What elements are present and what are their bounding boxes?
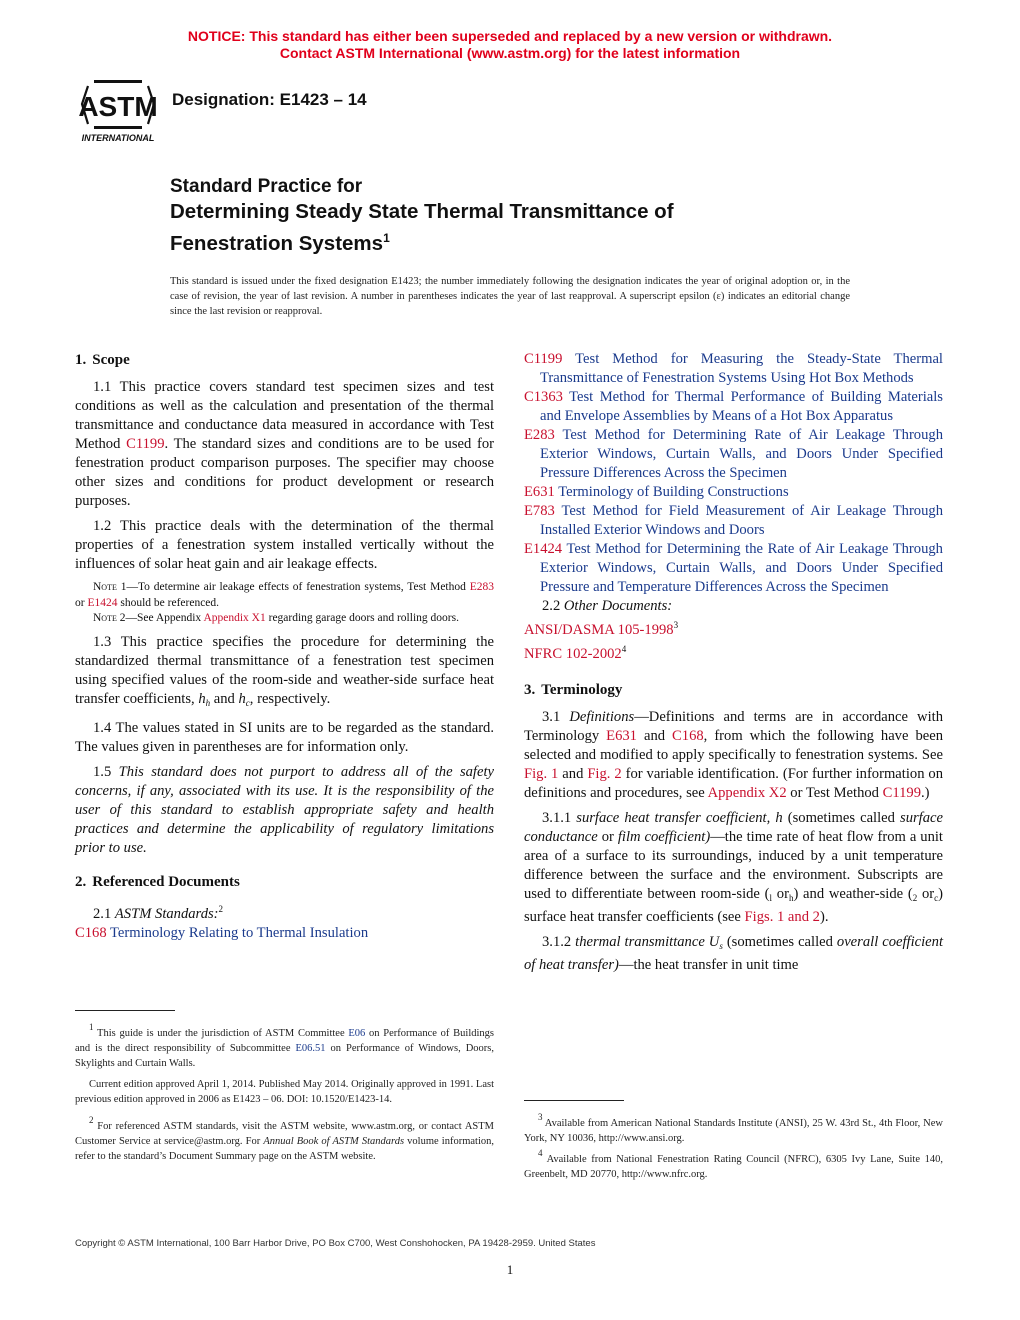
text: ) surface heat transfer coefficients (see	[524, 886, 943, 925]
notice-line-1: NOTICE: This standard has either been superseded and replaced by a new version or withdrawn.	[187, 28, 833, 44]
subscript: c	[245, 697, 250, 708]
text: —See Appendix	[125, 612, 204, 624]
link-e631[interactable]: E631	[606, 728, 637, 744]
footnote-rule	[524, 1100, 624, 1101]
text: or Test Method	[786, 785, 883, 801]
reference-item[interactable]	[524, 483, 943, 502]
text: 2.1	[93, 905, 115, 922]
text: and	[636, 728, 673, 744]
link-c1199[interactable]: C1199	[882, 785, 922, 801]
footnote-1	[75, 1020, 494, 1071]
link-fig-2[interactable]: Fig. 2	[587, 766, 622, 782]
astm-logo	[74, 74, 162, 144]
footnote-mark: 3	[673, 620, 679, 630]
note-label: Note 1	[93, 581, 127, 593]
paragraph-2-1	[75, 900, 494, 924]
text: ).	[819, 909, 829, 925]
reference-item[interactable]	[524, 540, 943, 597]
withdrawal-notice	[0, 28, 1020, 62]
heading-text: Scope	[92, 352, 130, 368]
link-figs-1-2[interactable]: Figs. 1 and 2	[744, 909, 820, 925]
paragraph-1-4: 1.4 The values stated in SI units are to be regarded as the standard. The values given in parentheses are for information only.	[75, 719, 494, 755]
reference-code[interactable]: C168	[75, 924, 107, 941]
subscript: 2	[912, 893, 918, 903]
logo-letters: ASTM	[78, 91, 158, 122]
term: thermal transmittance U	[575, 934, 720, 950]
section-heading-scope	[75, 350, 494, 370]
reference-item[interactable]	[524, 640, 943, 664]
reference-item[interactable]	[524, 616, 943, 640]
reference-title[interactable]: Test Method for Thermal Performance of Building Materials and Envelope Assemblies by Means of a Hot Box Apparatus	[540, 389, 943, 424]
title-line-1: Standard Practice for	[170, 176, 363, 197]
reference-title[interactable]: Terminology of Building Constructions	[558, 484, 789, 500]
text: , from which the following have been selected and modified to apply specifically to fenestration systems. See	[524, 728, 943, 763]
text: and	[210, 690, 239, 707]
paragraph-1-5	[75, 763, 494, 858]
text: volume information, refer to the standard’s Document Summary page on the ASTM website.	[75, 1136, 494, 1162]
link-fig-1[interactable]: Fig. 1	[524, 766, 559, 782]
copyright: Copyright © ASTM International, 100 Barr Harbor Drive, PO Box C700, West Conshohocken, PA 19428-2959. United States	[75, 1238, 596, 1249]
link-appendix-x2[interactable]: Appendix X2	[707, 785, 787, 801]
term-alt: surface conductance	[524, 810, 943, 845]
link-e283[interactable]: E283	[469, 581, 494, 593]
note-1	[75, 580, 494, 611]
note-label: Note 2	[93, 612, 126, 624]
issuance-statement: This standard is issued under the fixed designation E1423; the number immediately following the designation indicates the year of original adoption or, in the case of revision, the year of last revision. A number in parentheses indicates the year of last reapproval. A superscript epsilon (ε) indicates an editorial change since the last revision or reapproval.	[170, 276, 850, 317]
footnote-3	[524, 1110, 943, 1146]
text: .)	[921, 785, 930, 801]
footnote-mark: 4	[621, 644, 627, 654]
footnotes-right	[524, 1110, 943, 1188]
subscript: s	[719, 941, 723, 951]
text: 2.2	[542, 598, 564, 614]
link-e1424[interactable]: E1424	[87, 596, 118, 609]
symbol: h	[198, 690, 206, 707]
safety-statement: This standard does not purport to address all of the safety concerns, if any, associated with its use. It is the responsibility of the user of this standard to establish appropriate safety and health practices and determine the applicability of regulatory limitations prior to use.	[75, 763, 494, 856]
text: or	[917, 886, 935, 902]
page-number: 1	[506, 1262, 514, 1277]
reference-code[interactable]: E283	[524, 427, 555, 443]
text: —To determine air leakage effects of fenestration systems, Test Method	[126, 581, 470, 593]
paragraph-1-1	[75, 378, 494, 511]
text: 1.1 This practice covers standard test specimen sizes and test conditions as well as the calculation and presentation of the thermal transmittance and conductance data measured in accordance with Test Method	[75, 379, 494, 452]
reference-code[interactable]: E631	[524, 484, 555, 500]
term-alt: film coefficient)	[617, 829, 711, 845]
reference-item[interactable]	[524, 502, 943, 540]
footnote-1-edition: Current edition approved April 1, 2014. Published May 2014. Originally approved in 1991. Last previous edition approved in 2006 as E1423 – 06. DOI: 10.1520/E1423-14.	[75, 1079, 494, 1105]
text: This guide is under the jurisdiction of ASTM Committee	[93, 1028, 349, 1039]
footnote-rule	[75, 1010, 175, 1011]
reference-item[interactable]	[524, 350, 943, 388]
footnote-mark: 2	[89, 1115, 94, 1125]
paragraph-1-2: 1.2 This practice deals with the determination of the thermal properties of a fenestration system installed vertically without the influences of solar heat gain and air leakage effects.	[75, 518, 494, 572]
text: —the heat transfer in unit time	[618, 957, 799, 973]
left-column	[75, 350, 494, 943]
text: —Definitions and terms are in accordance with Terminology	[524, 709, 944, 744]
reference-code[interactable]: E783	[524, 503, 555, 519]
footnote-4	[524, 1146, 943, 1182]
reference-title[interactable]: Test Method for Determining Rate of Air Leakage Through Exterior Windows, Curtain Walls, and Doors Under Specified Pressure Differences Across the Specimen	[540, 427, 943, 481]
text: (sometimes called	[722, 934, 837, 950]
text: or	[772, 886, 789, 902]
text: and	[558, 766, 588, 782]
text: —the time rate of heat flow from a unit area of a surface to its surroundings, induced by a unit temperature difference between the surface and the environment. Subscripts are used to differentiate between room-side (	[524, 829, 943, 902]
text: For referenced ASTM standards, visit the ASTM website, www.astm.org, or contact ASTM Customer Service at service@astm.org. For	[75, 1121, 494, 1147]
paragraph-3-1-1	[524, 809, 943, 927]
notice-line-2: Contact ASTM International (www.astm.org) for the latest information	[279, 45, 741, 61]
footnote-mark: 1	[89, 1022, 94, 1032]
subscript: c	[934, 893, 939, 903]
text: 1.3 This practice specifies the procedure for determining the standardized thermal transmittance of a fenestration test specimen using specified values of the room-side and weather-side surface heat transfer coefficients,	[75, 633, 494, 707]
subheading: Other Documents:	[563, 598, 673, 614]
link-e06-51[interactable]: E06.51	[295, 1043, 326, 1054]
reference-item[interactable]	[75, 924, 494, 943]
paragraph-3-1	[524, 708, 943, 803]
footnote-2	[75, 1113, 494, 1164]
subheading: ASTM Standards:	[114, 905, 219, 922]
footnote-mark: 2	[218, 903, 224, 914]
title-line-2: Determining Steady State Thermal Transmittance of	[170, 200, 674, 223]
link-e06[interactable]: E06	[348, 1028, 366, 1039]
document-title	[170, 175, 870, 257]
title-footnote-mark: 1	[383, 231, 390, 245]
text: 3.1.1	[542, 810, 577, 826]
text: Annual Book of ASTM Standards	[263, 1136, 405, 1147]
text: Available from National Fenestration Rating Council (NFRC), 6305 Ivy Lane, Suite 140, Greenbelt, MD 20770, http://www.nfrc.org.	[524, 1154, 943, 1180]
paragraph-2-2	[524, 597, 943, 616]
text: should be referenced.	[117, 596, 220, 609]
symbol: h	[238, 690, 246, 707]
reference-code[interactable]: ANSI/DASMA 105-1998	[524, 622, 674, 638]
reference-code[interactable]: NFRC 102-2002	[524, 646, 622, 662]
footnotes-left	[75, 1020, 494, 1170]
heading-text: Referenced Documents	[92, 873, 240, 890]
text: on Performance of Windows, Doors, Skylights and Curtain Walls.	[75, 1043, 495, 1069]
subscript: l	[769, 893, 773, 903]
heading-number: 2.	[75, 873, 87, 890]
term-alt: overall coefficient of heat transfer)	[524, 934, 943, 973]
link-c1199[interactable]: C1199	[126, 436, 165, 452]
text: Available from American National Standards Institute (ANSI), 25 W. 43rd St., 4th Floor, New York, NY 10036, http://www.ansi.org.	[524, 1118, 943, 1144]
text: 3.1.2	[542, 934, 576, 950]
paragraph-1-3	[75, 633, 494, 713]
reference-code[interactable]: E1424	[524, 541, 563, 557]
text: for variable identification. (For further information on definitions and procedures, see	[524, 766, 944, 801]
term: Definitions	[569, 709, 635, 725]
term: surface heat transfer coefficient, h	[576, 810, 783, 826]
heading-text: Terminology	[541, 682, 623, 698]
reference-title[interactable]: Test Method for Field Measurement of Air Leakage Through Installed Exterior Windows and Doors	[540, 503, 943, 538]
reference-title[interactable]: Test Method for Measuring the Steady-State Thermal Transmittance of Fenestration Systems Using Hot Box Methods	[540, 351, 943, 386]
right-column	[524, 350, 943, 981]
logo-caption: INTERNATIONAL	[81, 133, 155, 143]
text: or	[75, 596, 88, 609]
subscript: h	[205, 697, 211, 708]
heading-number: 3.	[524, 682, 536, 698]
title-line-3-text: Fenestration Systems	[170, 231, 384, 255]
link-appendix-x1[interactable]: Appendix X1	[203, 612, 266, 624]
text: (sometimes called	[782, 810, 901, 826]
footnote-mark: 4	[538, 1148, 543, 1158]
reference-code[interactable]: C1199	[524, 351, 563, 367]
footnote-mark: 3	[538, 1112, 543, 1122]
reference-title[interactable]: Terminology Relating to Thermal Insulation	[110, 924, 369, 941]
designation: Designation: E1423 – 14	[172, 90, 367, 109]
reference-title[interactable]: Test Method for Determining the Rate of Air Leakage Through Exterior Windows, Curtain Walls, and Doors Under Specified Pressure and Temperature Differences Across the Specimen	[540, 541, 943, 595]
text: 3.1	[542, 709, 570, 725]
heading-number: 1.	[75, 352, 87, 368]
reference-code[interactable]: C1363	[524, 389, 563, 405]
section-heading-referenced-documents	[75, 872, 494, 892]
text: 1.5	[93, 763, 119, 780]
title-line-3	[170, 225, 870, 257]
text: . The standard sizes and conditions are to be used for fenestration product comparison purposes. The specifier may choose other sizes and conditions for product development or research purposes.	[75, 436, 494, 509]
reference-item[interactable]	[524, 388, 943, 426]
reference-item[interactable]	[524, 426, 943, 483]
note-2	[75, 611, 494, 627]
paragraph-3-1-2	[524, 933, 943, 975]
text: on Performance of Buildings and is the direct responsibility of Subcommittee	[75, 1028, 494, 1054]
text: , respectively.	[249, 690, 331, 707]
text: regarding garage doors and rolling doors.	[265, 612, 459, 624]
subscript: h	[788, 893, 794, 903]
section-heading-terminology	[524, 680, 943, 700]
text: ) and weather-side (	[793, 886, 913, 902]
text: or	[597, 829, 618, 845]
link-c168[interactable]: C168	[672, 728, 704, 744]
